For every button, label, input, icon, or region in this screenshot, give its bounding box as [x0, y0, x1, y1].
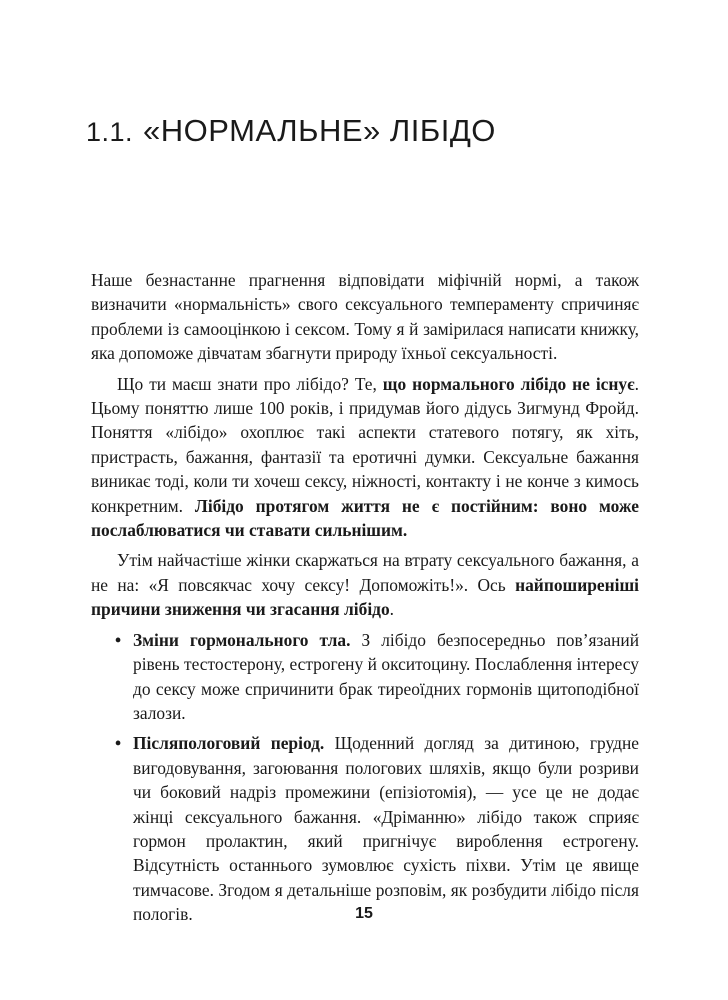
paragraph-libido — [91, 372, 639, 543]
list-item-postpartum — [91, 731, 639, 926]
paragraph-causes-bold: найпоширеніші причини зниження чи згасання лібідо — [91, 574, 639, 620]
bullet-marker: • — [115, 733, 122, 754]
paragraph-libido-text-1: Що ти маєш знати про лібідо? Те, — [117, 373, 383, 394]
section-title: «НОРМАЛЬНЕ» ЛІБІДО — [143, 113, 496, 148]
list-item-title: Післяпологовий період. — [133, 733, 325, 754]
chapter-heading — [86, 113, 496, 149]
paragraph-libido-text-2: . Цьому поняттю лише 100 років, і придумав його дідусь Зигмунд Фройд. Поняття «лібідо» охоплює такі аспекти статевого потягу, як хіть, пристрасть, бажання, фантазії та еротичні думки. Сексуальне бажання виникає тоді, коли ти хочеш сексу, ніжності, контакту і не конче з кимось конкретним. — [91, 373, 639, 516]
paragraph-libido-bold-1: що нормального лібідо не існує — [382, 373, 635, 394]
list-item-title: Зміни гормонального тла. — [133, 629, 351, 650]
list-item-text: З лібідо безпосередньо пов’язаний рівень тестостерону, естрогену й окситоцину. Послаблення інтересу до сексу може спричинити брак тиреоїдних гормонів щитоподібної залози. — [133, 629, 640, 723]
paragraph-intro: Наше безнастанне прагнення відповідати міфічній нормі, а також визначити «нормальність» свого сексуального темпераменту спричиняє проблеми із самооцінкою і сексом. Тому я й замірилася написати книжку, яка допоможе дівчатам збагнути природу їхньої сексуальності. — [91, 270, 639, 364]
body-text — [91, 268, 639, 933]
page-number: 15 — [355, 905, 373, 922]
section-number: 1.1. — [86, 117, 134, 147]
list-item-hormones — [91, 628, 639, 726]
paragraph-causes-text-1: Утім найчастіше жінки скаржаться на втрату сексуального бажання, а не на: «Я повсякчас хочу сексу! Допоможіть!». Ось — [91, 550, 639, 595]
bullet-marker: • — [115, 629, 122, 650]
paragraph-causes-text-2: . — [389, 599, 394, 620]
list-item-text: Щоденний догляд за дитиною, грудне вигодовування, загоювання пологових шляхів, якщо були розриви чи боковий надріз промежини (епізіотомія), — усе це не додає жінці сексуального бажання. «Дріманню» лібідо також сприяє гормон пролактин, який пригнічує вироблення естрогену. Відсутність останнього зумовлює сухість піхви. Утім це явище тимчасове. Згодом я детальніше розповім, як розбудити лібідо після пологів. — [133, 733, 639, 925]
paragraph-causes — [91, 548, 639, 621]
paragraph-libido-bold-2: Лібідо протягом життя не є постійним: воно може послаблюватися чи ставати сильнішим. — [91, 495, 639, 541]
causes-list — [91, 628, 639, 927]
